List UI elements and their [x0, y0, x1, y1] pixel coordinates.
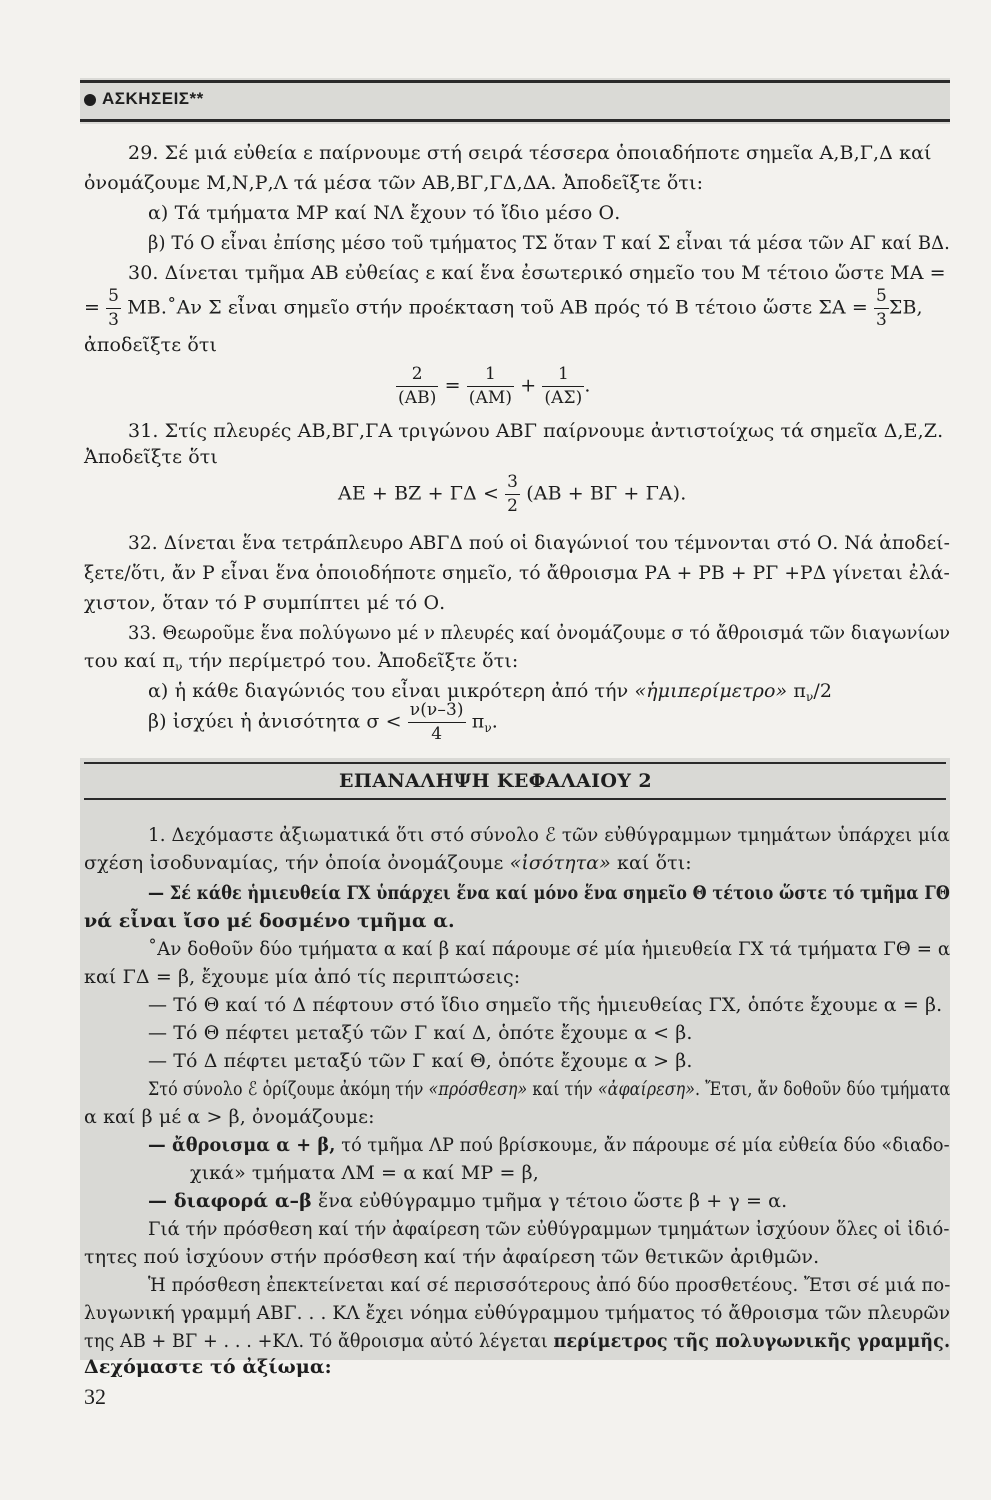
fraction-5-3: $\frac{5}{3}$ — [108, 286, 120, 330]
review-line-20: Δεχόμαστε τό ἀξίωμα: — [84, 1356, 332, 1378]
exercise-32-line-3: χιστον, ὅταν τό Ρ συμπίπτει μέ τό Ο. — [84, 592, 446, 614]
exercise-29-line-2: ὀνομάζουμε Μ,Ν,Ρ,Λ τά μέσα τῶν ΑΒ,ΒΓ,ΓΔ,ΔΑ. Ἀποδεῖξτε ὅτι: — [84, 172, 704, 194]
equals-sign: = — [84, 296, 101, 319]
review-line-8: — Τό Θ πέφτει μεταξύ τῶν Γ καί Δ, ὁπότε ἔχουμε α < β. — [148, 1022, 693, 1044]
review-rule-top — [84, 762, 946, 764]
exercise-29-part-a: α) Τά τμήματα ΜΡ καί ΝΛ ἔχουν τό ἴδιο μέσο Ο. — [148, 202, 621, 224]
review-line-18: λυγωνική γραμμή ΑΒΓ. . . ΚΛ ἔχει νόημα εὐθύγραμμου τμήματος τό ἄθροισμα τῶν πλευρῶν — [84, 1302, 951, 1324]
review-line-5: ˚Αν δοθοῦν δύο τμήματα α καί β καί πάρουμε σέ μία ἡμιευθεία ΓΧ τά τμήματα ΓΘ = α — [148, 938, 951, 960]
section-header-band — [80, 78, 950, 124]
fraction-nu-nu-minus-3-over-4: $\frac{\nu(\nu-3)}{4}$ — [409, 700, 464, 744]
exercise-31-inequality: ΑΕ + ΒΖ + ΓΔ < $\frac{3}{2}$ (ΑΒ + ΒΓ + ΓΑ). — [338, 472, 687, 516]
exercise-31-line-1: 31. Στίς πλευρές ΑΒ,ΒΓ,ΓΑ τριγώνου ΑΒΓ παίρνουμε ἀντιστοίχως τά σημεῖα Δ,Ε,Ζ. — [128, 420, 944, 442]
review-line-17: Ἡ πρόσθεση ἐπεκτείνεται καί σέ περισσότερους ἀπό δύο προσθετέους. Ἔτσι σέ μιά πο- — [148, 1274, 951, 1296]
exercise-33-part-a: α) ἡ κάθε διαγώνιός του εἶναι μικρότερη ἀπό τήν «ἡμιπερίμετρο» $\pi_\nu/2$ — [148, 680, 833, 704]
exercise-30-line-2-text: ΜΒ.˚Αν Σ εἶναι σημεῖο στήν προέκταση τοῦ ΑΒ πρός τό Β τέτοιο ὥστε ΣΑ = — [127, 296, 868, 319]
exercise-30-line-2-end: ΣΒ, — [888, 296, 923, 319]
exercise-32-line-2: ξετε/ὅτι, ἄν Ρ εἶναι ἕνα ὁποιοδήποτε σημεῖο, τό ἄθροισμα ΡΑ + ΡΒ + ΡΓ +ΡΔ γίνεται ἐλά- — [84, 562, 950, 584]
exercise-31-line-2: Ἀποδεῖξτε ὅτι — [84, 446, 218, 468]
exercise-32-line-1: 32. Δίνεται ἕνα τετράπλευρο ΑΒΓΔ πού οἱ διαγώνιοί του τέμνονται στό Ο. Νά ἀποδεί- — [128, 532, 951, 554]
review-line-9: — Τό Δ πέφτει μεταξύ τῶν Γ καί Θ, ὁπότε ἔχουμε α > β. — [148, 1050, 693, 1072]
review-line-19: της ΑΒ + ΒΓ + . . . +ΚΛ. Τό ἄθροισμα αὐτό λέγεται περίμετρος τῆς πολυγωνικῆς γραμμῆς. — [84, 1330, 951, 1352]
exercise-30-line-1: 30. Δίνεται τμῆμα ΑΒ εὐθείας ε καί ἕνα ἐσωτερικό σημεῖο του Μ τέτοιο ὥστε ΜΑ = — [128, 262, 946, 284]
exercise-30-line-2 — [84, 288, 923, 329]
review-line-12: — ἄθροισμα α + β, τό τμῆμα ΛΡ πού βρίσκουμε, ἄν πάρουμε σέ μία εὐθεία δύο «διαδο- — [148, 1134, 950, 1156]
fraction-2-ab: $\frac{2}{(AB)}$ — [398, 364, 437, 408]
exercise-33-line-2: του καί $\pi_\nu$ τήν περίμετρό του. Ἀποδεῖξτε ὅτι: — [84, 650, 519, 674]
review-line-10: Στό σύνολο ℰ ὁρίζουμε ἀκόμη τήν «πρόσθεση» καί τήν «ἀφαίρεση». Ἔτσι, ἄν δοθοῦν δύο τμήματα — [148, 1078, 951, 1100]
exercise-33-line-1: 33. Θεωροῦμε ἕνα πολύγωνο μέ ν πλευρές καί ὀνομάζουμε σ τό ἄθροισμά τῶν διαγωνίων — [128, 622, 951, 644]
review-line-13: χικά» τμήματα ΛΜ = α καί ΜΡ = β, — [190, 1162, 539, 1184]
review-line-2: σχέση ἰσοδυναμίας, τήν ὁποία ὀνομάζουμε «ἰσότητα» καί ὅτι: — [84, 852, 692, 874]
exercise-30-line-3: ἀποδεῖξτε ὅτι — [84, 334, 218, 356]
review-line-15: Γιά τήν πρόσθεση καί τήν ἀφαίρεση τῶν εὐθύγραμμων τμημάτων ἰσχύουν ὅλες οἱ ἰδιό- — [148, 1218, 950, 1240]
review-line-4: νά εἶναι ἴσο μέ δοσμένο τμῆμα α. — [84, 910, 455, 932]
exercise-33-part-b: β) ἰσχύει ἡ ἀνισότητα σ < $\frac{\nu(\nu-3)}{4}$ $\pi_\nu$. — [148, 700, 498, 744]
review-line-7: — Τό Θ καί τό Δ πέφτουν στό ἴδιο σημεῖο τῆς ἡμιευθείας ΓΧ, ὁπότε ἔχουμε α = β. — [148, 994, 943, 1016]
fraction-3-2: $\frac{3}{2}$ — [507, 472, 519, 516]
header-rule-bottom — [80, 119, 950, 122]
bullet-icon — [84, 94, 96, 106]
page-number: 32 — [84, 1384, 106, 1409]
review-line-11: α καί β μέ α > β, ὀνομάζουμε: — [84, 1106, 375, 1128]
fraction-5-3-b: $\frac{5}{3}$ — [876, 286, 887, 330]
fraction-1-as: $\frac{1}{(A\Sigma)}$ — [544, 364, 583, 408]
review-line-6: καί ΓΔ = β, ἔχουμε μία ἀπό τίς περιπτώσεις: — [84, 966, 521, 988]
exercise-29-line-1: 29. Σέ μιά εὐθεία ε παίρνουμε στή σειρά τέσσερα ὁποιαδήποτε σημεῖα Α,Β,Γ,Δ καί — [128, 142, 932, 164]
section-title: ΑΣΚΗΣΕΙΣ** — [102, 89, 204, 108]
review-line-14: — διαφορά α–β ἕνα εὐθύγραμμο τμῆμα γ τέτοιο ὥστε β + γ = α. — [148, 1190, 788, 1212]
review-rule-under-title — [84, 798, 946, 800]
header-rule-top — [80, 80, 950, 83]
exercise-30-equation: $\frac{2}{(AB)}$ = $\frac{1}{(AM)}$ + $\frac{1}{(A\Sigma)}$ . — [398, 364, 591, 408]
fraction-1-am: $\frac{1}{(AM)}$ — [468, 364, 513, 408]
review-line-3: — Σέ κάθε ἡμιευθεία ΓΧ ὑπάρχει ἕνα καί μόνο ἕνα σημεῖο Θ τέτοιο ὥστε τό τμῆμα ΓΘ — [148, 882, 950, 904]
review-line-16: τητες πού ἰσχύουν στήν πρόσθεση καί τήν ἀφαίρεση τῶν θετικῶν ἀριθμῶν. — [84, 1246, 820, 1268]
review-title: ΕΠΑΝΑΛΗΨΗ ΚΕΦΑΛΑΙΟΥ 2 — [339, 770, 652, 792]
exercise-29-part-b: β) Τό Ο εἶναι ἐπίσης μέσο τοῦ τμήματος ΤΣ ὅταν Τ καί Σ εἶναι τά μέσα τῶν ΑΓ καί ΒΔ. — [148, 232, 950, 254]
review-line-1: 1. Δεχόμαστε ἀξιωματικά ὅτι στό σύνολο ℰ τῶν εὐθύγραμμων τμημάτων ὑπάρχει μία — [148, 824, 950, 846]
